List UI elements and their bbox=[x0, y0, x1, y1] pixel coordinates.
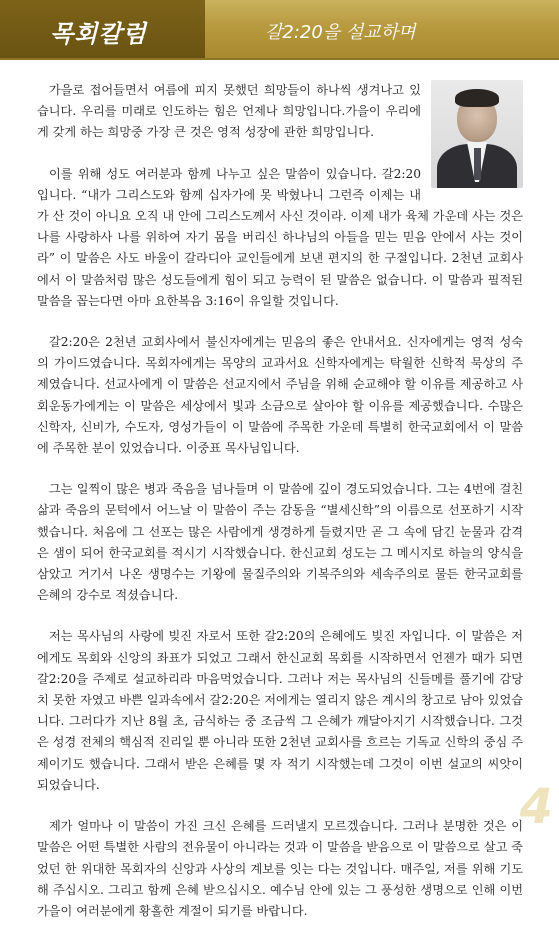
photo-hair bbox=[455, 89, 499, 107]
photo-tie bbox=[474, 148, 481, 180]
column-title: 목회칼럼 bbox=[50, 20, 147, 48]
paragraph-6: 제가 얼마나 이 말씀이 가진 크신 은혜를 드러낼지 모르겠습니다. 그러나 분명한 것은 이 말씀은 어떤 특별한 사람의 전유물이 아니라는 것과 이 말씀을 받음으로 이 말씀으로 살고 죽었던 한 위대한 목회자의 신앙과 사상의 계보를 잇는 다는 것입니다. 매주일, 저를 위해 기도해 주십시오. 그리고 함께 은혜 받으십시오. 예수님 안에 있는 그 풍성한 생명으로 인해 이번 가을이 여러분에게 황홀한 계절이 되기를 바랍니다. bbox=[37, 819, 523, 918]
paragraph-2: 이를 위해 성도 여러분과 함께 나누고 싶은 말씀이 있습니다. 갈2:20입니다. “내가 그리스도와 함께 십자가에 못 박혔나니 그런즉 이제는 내가 산 것이 아니요 오직 내 안에 그리스도께서 사신 것이라. 이제 내가 육체 가운데 사는 것은 나를 사랑하사 나를 위하여 자기 몸을 버리신 하나님의 아들을 믿는 믿음 안에서 사는 것이라” 이 말씀은 사도 바울이 갈라디아 교인들에게 보낸 편지의 한 구절입니다. 2천년 교회사에서 이 말씀처럼 많은 성도들에게 힘이 되고 능력이 된 말씀은 없습니다. 이 말씀과 필적된 말씀을 꼽는다면 아마 요한복음 3:16이 유일할 것입니다. bbox=[37, 166, 523, 308]
article-body bbox=[37, 80, 523, 942]
paragraph-4: 그는 일찍이 많은 병과 죽음을 넘나들며 이 말씀에 깊이 경도되었습니다. 그는 4번에 걸친 삶과 죽음의 문턱에서 어느날 이 말씀이 주는 감동을 “별세신학”의 이름으로 선포하기 시작했습니다. 처음에 그 선포는 많은 사람에게 생경하게 들렸지만 곧 그 속에 담긴 눈물과 감격은 샘이 되어 한국교회를 적시기 시작했습니다. 한신교회 성도는 그 메시지로 하늘의 양식을 삼았고 거기서 나온 생명수는 기왕에 물질주의와 기복주의와 세속주의로 물든 한국교회를 은혜의 강수로 적셨습니다. bbox=[37, 482, 523, 603]
column-subtitle: 갈2:20을 설교하며 bbox=[265, 22, 416, 43]
paragraph-5: 저는 목사님의 사랑에 빚진 자로서 또한 갈2:20의 은혜에도 빚진 자입니다. 이 말씀은 저에게도 목회와 신앙의 좌표가 되었고 그래서 한신교회 목회를 시작하면서 언젠가 때가 되면 갈2:20을 주제로 설교하리라 마음먹었습니다. 그러나 저는 목사님의 신들메를 풀기에 감당치 못한 자였고 바쁜 일과속에서 갈2:20은 저에게는 열리지 않은 계시의 창고로 남아 있었습니다. 그러다가 지난 8월 초, 금식하는 중 조금씩 그 은혜가 깨달아지기 시작했습니다. 그것은 성경 전체의 핵심적 진리일 뿐 아니라 또한 2천년 교회사를 흐르는 기독교 신학의 중심 주제이기도 했습니다. 그래서 받은 은혜를 몇 자 적기 시작했는데 그것이 이번 설교의 씨앗이 되었습니다. bbox=[37, 629, 523, 792]
paragraph-3: 갈2:20은 2천년 교회사에서 불신자에게는 믿음의 좋은 안내서요. 신자에게는 영적 성숙의 가이드였습니다. 목회자에게는 목양의 교과서요 신학자에게는 탁월한 신학적 묵상의 주제였습니다. 선교사에게 이 말씀은 선교지에서 주님을 위해 순교해야 할 이유를 제공하고 사회운동가에게는 이 말씀은 세상에서 빛과 소금으로 살아야 할 이유를 제공했습니다. 수많은 신학자, 신비가, 수도자, 영성가들이 이 말씀에 주목한 가운데 특별히 한국교회에서 이 말씀에 주목한 분이 있었습니다. 이중표 목사님입니다. bbox=[37, 335, 523, 456]
page-number: 4 bbox=[519, 779, 553, 835]
column-header bbox=[0, 0, 559, 60]
paragraph-1: 가을로 접어들면서 여름에 피지 못했던 희망들이 하나씩 생겨나고 있습니다. 우리를 미래로 인도하는 힘은 언제나 희망입니다.가을이 우리에게 갖게 하는 희망중 가장 큰 것은 영적 성장에 관한 희망입니다. bbox=[37, 83, 421, 140]
author-photo bbox=[431, 80, 523, 188]
